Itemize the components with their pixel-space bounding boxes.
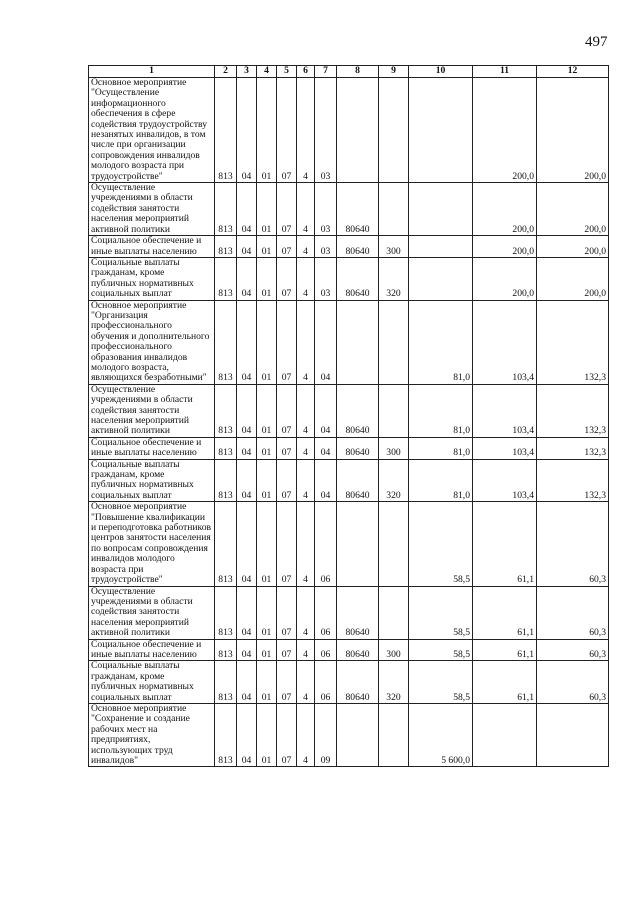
cell-program: 07: [277, 703, 297, 766]
cell-expense-type: [379, 703, 409, 766]
cell-event: 06: [315, 661, 337, 704]
row-name: Осуществление учреждениями в области содействия занятости населения мероприятий активной политики: [89, 586, 215, 639]
row-name: Основное мероприятие "Повышение квалификации и переподготовка работников центров занятости населения по вопросам сопровождения инвалидов молодого возраста при трудоустройстве": [89, 502, 215, 586]
column-header: 4: [257, 66, 277, 78]
cell-expense-type: [379, 183, 409, 236]
cell-admin-code: 813: [215, 459, 237, 502]
cell-amount-year1: 58,5: [409, 586, 473, 639]
row-name: Социальные выплаты гражданам, кроме публичных нормативных социальных выплат: [89, 459, 215, 502]
cell-amount-year3: 60,3: [537, 586, 609, 639]
cell-direction: [337, 502, 379, 586]
cell-admin-code: 813: [215, 78, 237, 183]
cell-subsection: 01: [257, 257, 277, 300]
column-header: 8: [337, 66, 379, 78]
cell-direction: 80640: [337, 437, 379, 459]
cell-subsection: 01: [257, 703, 277, 766]
row-name: Социальные выплаты гражданам, кроме публичных нормативных социальных выплат: [89, 661, 215, 704]
cell-admin-code: 813: [215, 183, 237, 236]
cell-expense-type: 320: [379, 257, 409, 300]
cell-amount-year3: 132,3: [537, 384, 609, 437]
cell-admin-code: 813: [215, 639, 237, 661]
cell-event: 06: [315, 586, 337, 639]
cell-section: 04: [237, 459, 257, 502]
row-name: Основное мероприятие "Осуществление информационного обеспечения в сфере содействия трудоустройству незанятых инвалидов, в том числе при организации сопровождения инвалидов молодого возраста при трудоустройстве": [89, 78, 215, 183]
table-row: [89, 703, 609, 766]
cell-direction: 80640: [337, 257, 379, 300]
cell-subprogram: 4: [297, 257, 315, 300]
column-header: 3: [237, 66, 257, 78]
budget-table: [88, 65, 609, 767]
cell-subsection: 01: [257, 639, 277, 661]
cell-amount-year2: 103,4: [473, 437, 537, 459]
cell-section: 04: [237, 236, 257, 258]
cell-event: 03: [315, 183, 337, 236]
cell-direction: 80640: [337, 384, 379, 437]
cell-amount-year2: 200,0: [473, 257, 537, 300]
cell-amount-year1: 81,0: [409, 300, 473, 384]
cell-amount-year2: 200,0: [473, 78, 537, 183]
table-header-row: [89, 66, 609, 78]
cell-amount-year1: [409, 257, 473, 300]
cell-subprogram: 4: [297, 183, 315, 236]
cell-amount-year2: 61,1: [473, 586, 537, 639]
cell-section: 04: [237, 300, 257, 384]
cell-expense-type: [379, 502, 409, 586]
row-name: Социальные выплаты гражданам, кроме публичных нормативных социальных выплат: [89, 257, 215, 300]
cell-subprogram: 4: [297, 384, 315, 437]
row-name: Социальное обеспечение и иные выплаты населению: [89, 639, 215, 661]
cell-amount-year3: 132,3: [537, 437, 609, 459]
cell-subsection: 01: [257, 300, 277, 384]
cell-subprogram: 4: [297, 78, 315, 183]
cell-expense-type: [379, 300, 409, 384]
cell-event: 03: [315, 78, 337, 183]
cell-subprogram: 4: [297, 437, 315, 459]
cell-expense-type: 300: [379, 236, 409, 258]
cell-program: 07: [277, 661, 297, 704]
cell-program: 07: [277, 257, 297, 300]
table-row: [89, 459, 609, 502]
cell-amount-year2: 103,4: [473, 459, 537, 502]
page-number: 497: [585, 34, 608, 50]
cell-expense-type: 320: [379, 459, 409, 502]
row-name: Основное мероприятие "Сохранение и создание рабочих мест на предприятиях, использующих труд инвалидов": [89, 703, 215, 766]
cell-subsection: 01: [257, 183, 277, 236]
cell-direction: 80640: [337, 459, 379, 502]
cell-direction: [337, 78, 379, 183]
cell-expense-type: 300: [379, 639, 409, 661]
table-row: [89, 384, 609, 437]
column-header: 10: [409, 66, 473, 78]
table-row: [89, 437, 609, 459]
cell-admin-code: 813: [215, 236, 237, 258]
cell-subprogram: 4: [297, 661, 315, 704]
row-name: Основное мероприятие "Организация профессионального обучения и дополнительного профессионального образования инвалидов молодого возраста, являющихся безработными": [89, 300, 215, 384]
column-header: 9: [379, 66, 409, 78]
cell-section: 04: [237, 502, 257, 586]
cell-amount-year2: 200,0: [473, 183, 537, 236]
cell-amount-year3: 200,0: [537, 183, 609, 236]
cell-amount-year1: 58,5: [409, 661, 473, 704]
column-header: 11: [473, 66, 537, 78]
cell-subprogram: 4: [297, 459, 315, 502]
cell-subprogram: 4: [297, 300, 315, 384]
cell-subprogram: 4: [297, 703, 315, 766]
cell-program: 07: [277, 236, 297, 258]
cell-amount-year2: 103,4: [473, 300, 537, 384]
cell-section: 04: [237, 384, 257, 437]
cell-section: 04: [237, 639, 257, 661]
cell-amount-year3: 200,0: [537, 78, 609, 183]
cell-program: 07: [277, 639, 297, 661]
cell-program: 07: [277, 384, 297, 437]
cell-admin-code: 813: [215, 586, 237, 639]
cell-direction: 80640: [337, 639, 379, 661]
cell-program: 07: [277, 459, 297, 502]
cell-amount-year1: 81,0: [409, 437, 473, 459]
cell-expense-type: 320: [379, 661, 409, 704]
cell-subprogram: 4: [297, 236, 315, 258]
cell-program: 07: [277, 78, 297, 183]
cell-event: 04: [315, 437, 337, 459]
cell-amount-year1: [409, 236, 473, 258]
table-row: [89, 236, 609, 258]
cell-program: 07: [277, 183, 297, 236]
cell-event: 04: [315, 300, 337, 384]
cell-direction: 80640: [337, 236, 379, 258]
cell-amount-year1: 58,5: [409, 639, 473, 661]
cell-admin-code: 813: [215, 703, 237, 766]
cell-section: 04: [237, 703, 257, 766]
table-row: [89, 586, 609, 639]
cell-direction: 80640: [337, 183, 379, 236]
table-row: [89, 78, 609, 183]
cell-amount-year3: [537, 703, 609, 766]
cell-amount-year3: 132,3: [537, 300, 609, 384]
cell-amount-year3: 200,0: [537, 236, 609, 258]
cell-section: 04: [237, 257, 257, 300]
cell-admin-code: 813: [215, 502, 237, 586]
column-header: 7: [315, 66, 337, 78]
cell-amount-year2: 61,1: [473, 502, 537, 586]
cell-admin-code: 813: [215, 437, 237, 459]
cell-section: 04: [237, 78, 257, 183]
cell-admin-code: 813: [215, 300, 237, 384]
cell-subsection: 01: [257, 384, 277, 437]
cell-event: 06: [315, 502, 337, 586]
cell-amount-year1: 58,5: [409, 502, 473, 586]
cell-event: 04: [315, 384, 337, 437]
cell-subsection: 01: [257, 236, 277, 258]
cell-amount-year3: 60,3: [537, 661, 609, 704]
row-name: Осуществление учреждениями в области содействия занятости населения мероприятий активной политики: [89, 384, 215, 437]
cell-subprogram: 4: [297, 639, 315, 661]
cell-section: 04: [237, 661, 257, 704]
cell-subsection: 01: [257, 661, 277, 704]
cell-amount-year2: 200,0: [473, 236, 537, 258]
cell-admin-code: 813: [215, 384, 237, 437]
cell-program: 07: [277, 300, 297, 384]
column-header: 6: [297, 66, 315, 78]
cell-subprogram: 4: [297, 502, 315, 586]
cell-section: 04: [237, 183, 257, 236]
column-header: 5: [277, 66, 297, 78]
cell-subsection: 01: [257, 437, 277, 459]
table-row: [89, 300, 609, 384]
column-header: 12: [537, 66, 609, 78]
cell-amount-year3: 60,3: [537, 502, 609, 586]
cell-expense-type: 300: [379, 437, 409, 459]
cell-amount-year3: 60,3: [537, 639, 609, 661]
cell-direction: [337, 300, 379, 384]
table-row: [89, 502, 609, 586]
row-name: Социальное обеспечение и иные выплаты населению: [89, 236, 215, 258]
cell-amount-year1: 81,0: [409, 384, 473, 437]
cell-admin-code: 813: [215, 661, 237, 704]
cell-amount-year3: 200,0: [537, 257, 609, 300]
cell-amount-year1: 81,0: [409, 459, 473, 502]
table-row: [89, 639, 609, 661]
cell-program: 07: [277, 586, 297, 639]
cell-event: 09: [315, 703, 337, 766]
cell-subsection: 01: [257, 502, 277, 586]
cell-amount-year1: [409, 78, 473, 183]
cell-event: 04: [315, 459, 337, 502]
cell-program: 07: [277, 502, 297, 586]
cell-section: 04: [237, 586, 257, 639]
cell-expense-type: [379, 586, 409, 639]
cell-event: 06: [315, 639, 337, 661]
cell-subsection: 01: [257, 459, 277, 502]
cell-event: 03: [315, 236, 337, 258]
cell-amount-year2: [473, 703, 537, 766]
cell-event: 03: [315, 257, 337, 300]
cell-amount-year3: 132,3: [537, 459, 609, 502]
cell-subsection: 01: [257, 586, 277, 639]
cell-section: 04: [237, 437, 257, 459]
cell-amount-year1: 5 600,0: [409, 703, 473, 766]
cell-direction: 80640: [337, 586, 379, 639]
cell-subprogram: 4: [297, 586, 315, 639]
cell-amount-year2: 61,1: [473, 639, 537, 661]
column-header: 1: [89, 66, 215, 78]
column-header: 2: [215, 66, 237, 78]
row-name: Социальное обеспечение и иные выплаты населению: [89, 437, 215, 459]
cell-direction: [337, 703, 379, 766]
cell-expense-type: [379, 78, 409, 183]
cell-amount-year2: 61,1: [473, 661, 537, 704]
row-name: Осуществление учреждениями в области содействия занятости населения мероприятий активной политики: [89, 183, 215, 236]
cell-subsection: 01: [257, 78, 277, 183]
cell-admin-code: 813: [215, 257, 237, 300]
cell-expense-type: [379, 384, 409, 437]
cell-amount-year2: 103,4: [473, 384, 537, 437]
table-row: [89, 257, 609, 300]
cell-amount-year1: [409, 183, 473, 236]
cell-program: 07: [277, 437, 297, 459]
table-row: [89, 661, 609, 704]
table-row: [89, 183, 609, 236]
cell-direction: 80640: [337, 661, 379, 704]
